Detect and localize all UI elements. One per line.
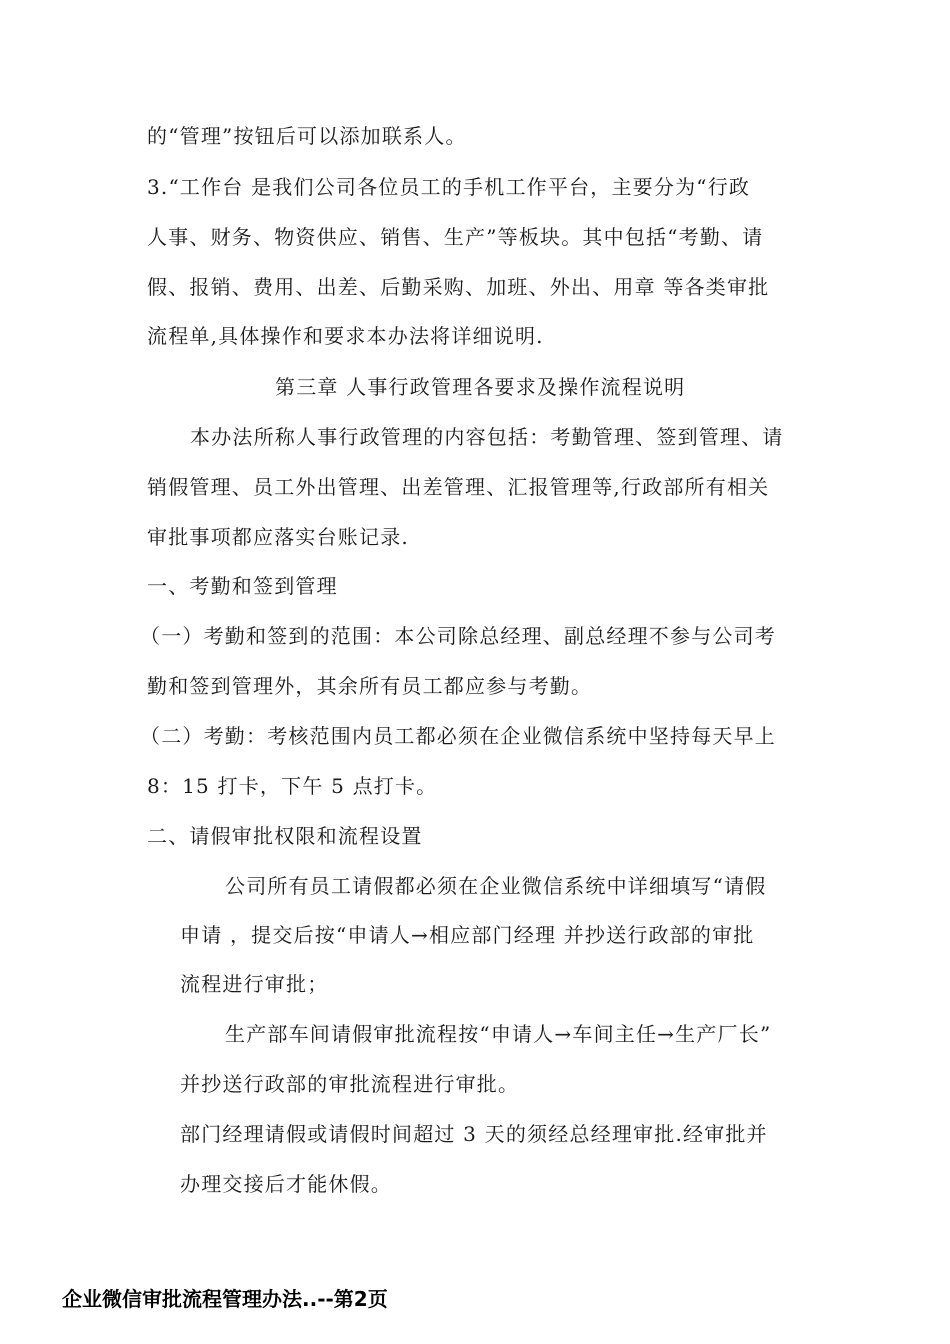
paragraph-line: 审批事项都应落实台账记录. <box>147 525 409 549</box>
paragraph-line: 人事、财务、物资供应、销售、生产”等板块。其中包括“考勤、请 <box>147 225 764 249</box>
paragraph-line: 并抄送行政部的审批流程进行审批。 <box>180 1072 520 1096</box>
paragraph-line: 假、报销、费用、出差、后勤采购、加班、外出、用章 等各类审批 <box>147 275 770 299</box>
paragraph-line: （一）考勤和签到的范围：本公司除总经理、副总经理不参与公司考 <box>140 624 776 648</box>
paragraph-line: 生产部车间请假审批流程按“申请人→车间主任→生产厂长” <box>225 1022 772 1046</box>
paragraph-line: 公司所有员工请假都必须在企业微信系统中详细填写“请假 <box>225 874 767 898</box>
page-footer: 企业微信审批流程管理办法..--第2页 <box>62 1287 388 1311</box>
paragraph-line: 3.“工作台 是我们公司各位员工的手机工作平台，主要分为“行政 <box>147 175 751 199</box>
paragraph-line: 的“管理”按钮后可以添加联系人。 <box>147 124 467 148</box>
paragraph-line: 8：15 打卡，下午 5 点打卡。 <box>147 774 438 798</box>
paragraph-line: 本办法所称人事行政管理的内容包括：考勤管理、签到管理、请 <box>190 425 784 449</box>
section-heading: 一、考勤和签到管理 <box>147 574 338 598</box>
paragraph-line: 申请 ，提交后按“申请人→相应部门经理 并抄送行政部的审批 <box>180 923 755 947</box>
paragraph-line: 办理交接后才能休假。 <box>180 1172 392 1196</box>
chapter-heading: 第三章 人事行政管理各要求及操作流程说明 <box>275 375 686 399</box>
paragraph-line: 勤和签到管理外，其余所有员工都应参与考勤。 <box>147 674 593 698</box>
section-heading: 二、请假审批权限和流程设置 <box>147 824 423 848</box>
paragraph-line: （二）考勤：考核范围内员工都必须在企业微信系统中坚持每天早上 <box>140 724 776 748</box>
paragraph-line: 流程进行审批； <box>180 972 329 996</box>
paragraph-line: 销假管理、员工外出管理、出差管理、汇报管理等,行政部所有相关 <box>147 475 770 499</box>
paragraph-line: 部门经理请假或请假时间超过 3 天的须经总经理审批.经审批并 <box>180 1122 768 1146</box>
paragraph-line: 流程单,具体操作和要求本办法将详细说明. <box>147 324 544 348</box>
